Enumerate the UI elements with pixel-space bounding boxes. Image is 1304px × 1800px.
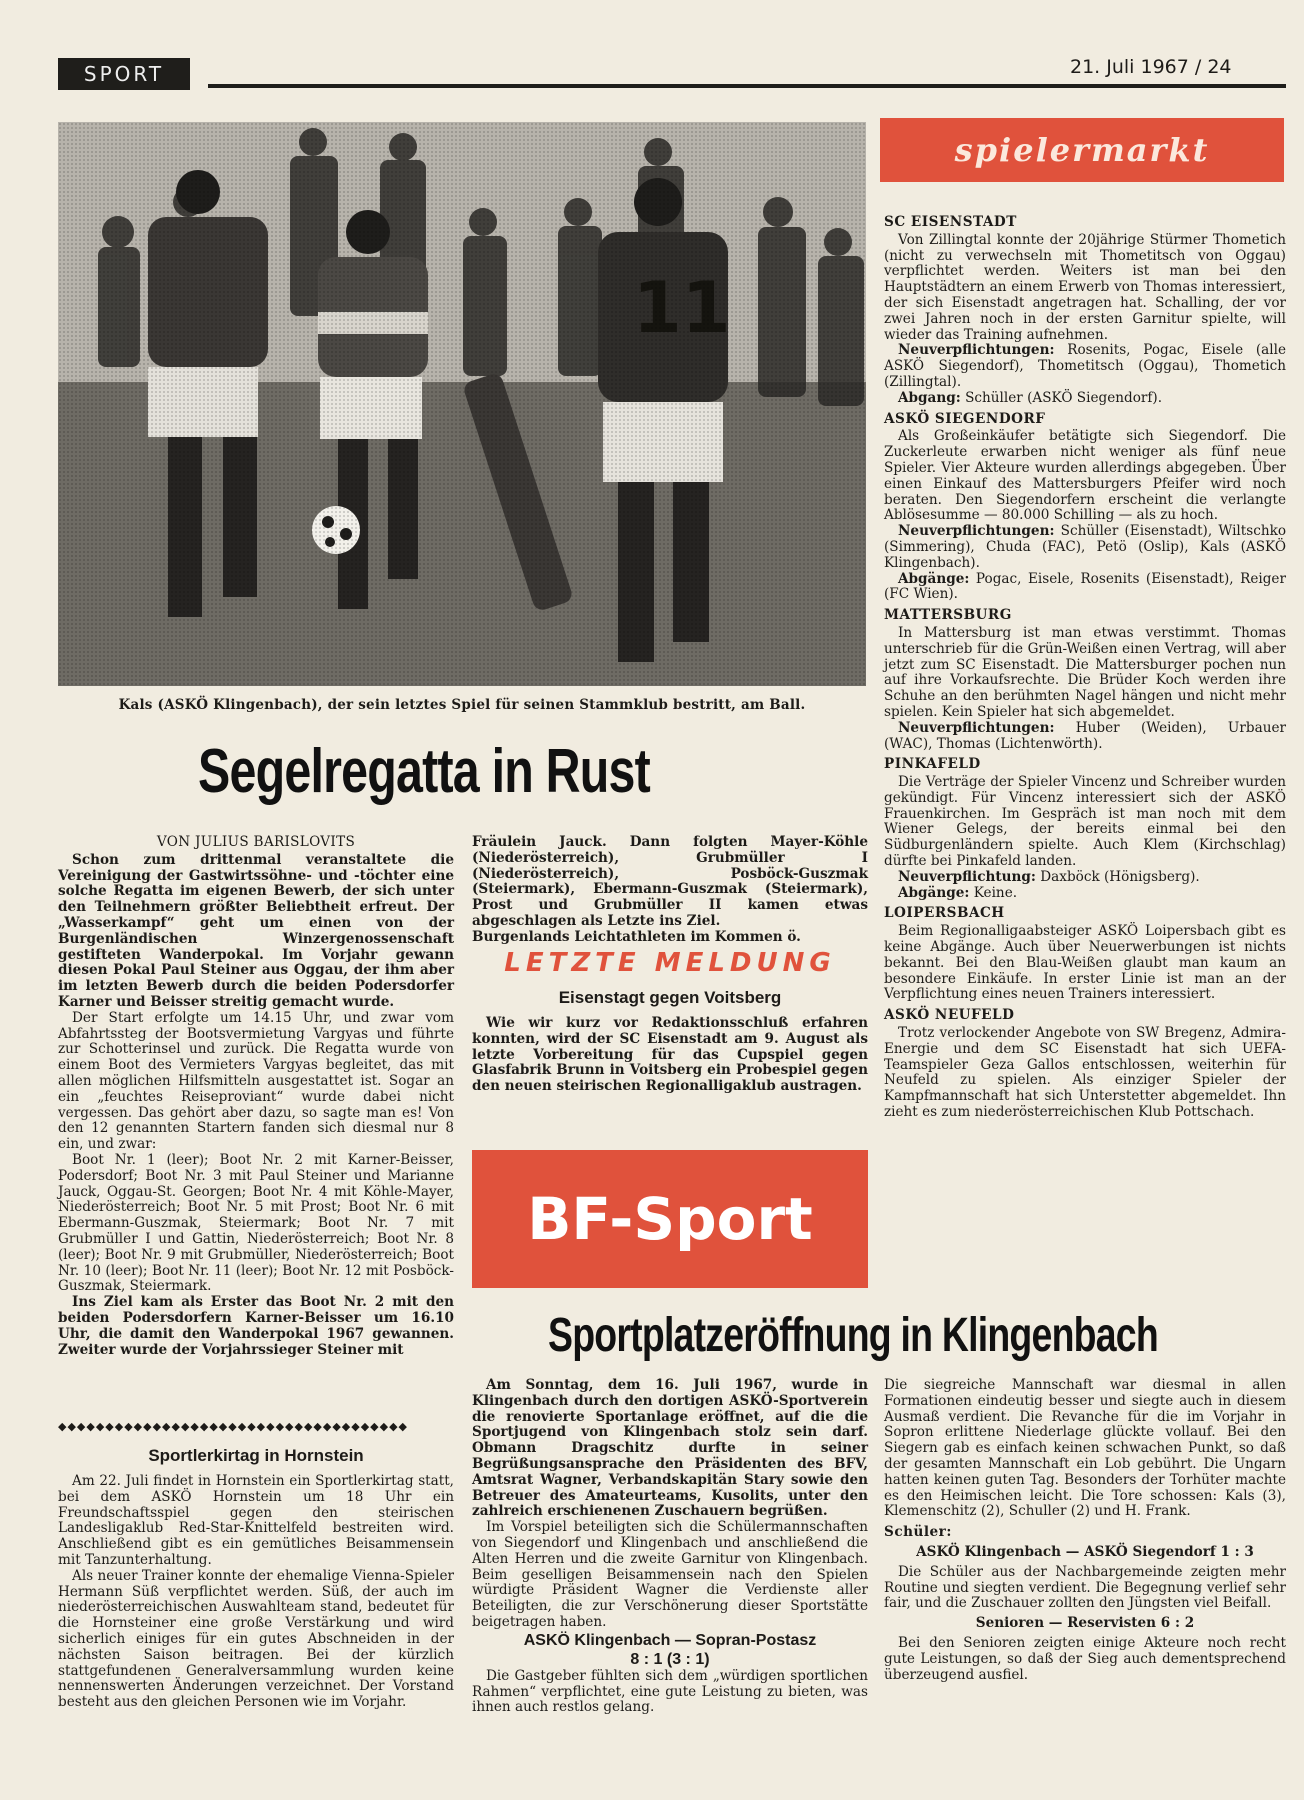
transfer-out-list: Keine.	[973, 884, 1018, 901]
kirtag-article	[58, 1474, 454, 1711]
klingenbach-article-col2	[884, 1378, 1286, 1683]
club-section	[884, 608, 1286, 752]
transfer-in-list: Schüller (Eisenstadt), Wiltschko (Simmering), Chuda (FAC), Petö (Oslip), Kals (ASKÖ Klingenbach).	[884, 523, 1286, 571]
match-title: ASKÖ Klingenbach — Sopran-Postasz	[523, 1631, 817, 1649]
club-text: Von Zillingtal konnte der 20jährige Stürmer Thometich (nicht zu verwechseln mit Thometitsch von Oggau) verpflichtet werden. Weiters ist man bei den Hauptstädtern an einem Erwerb von Thomas interessiert, der sich Eisenstadt angetragen hat. Schalling, der vor zwei Jahren noch in der ersten Garnitur spielte, will wieder das Training aufnehmen.	[884, 231, 1286, 343]
klingenbach-paragraph: Die siegreiche Mannschaft war diesmal in allen Formationen eindeutig besser und siegte auch in diesem Ausmaß verdient. Die Revanche für die im Vorjahr in Sopron erlittene Niederlage glückte vollauf. Bei den Siegern gab es einfach keinen schwachen Punkt, so daß der gesamten Mannschaft ein Lob gebührt. Die Ungarn hatten keinen guten Tag. Besonders der Torhüter machte es den Heimischen leicht. Die Tore schossen: Kals (3), Klemenschitz (2), Schuller (2) und H. Frank.	[884, 1377, 1286, 1520]
article-author: VON JULIUS BARISLOVITS	[156, 834, 356, 850]
regatta-boat-list: Boot Nr. 1 (leer); Boot Nr. 2 mit Karner-Beisser, Podersdorf; Boot Nr. 3 mit Paul Steiner und Marianne Jauck, Oggau-St. Georgen; Boot Nr. 4 mit Köhle-Mayer, Niederösterreich; Boot Nr. 5 mit Prost; Boot Nr. 6 mit Ebermann-Guszmak, Steiermark; Boot Nr. 7 mit Grubmüller I und Gattin, Niederösterreich; Boot Nr. 8 (leer); Boot Nr. 9 mit Grubmüller, Niederösterreich; Boot Nr. 10 (leer); Boot Nr. 11 (leer); Boot Nr. 12 mit Posböck-Guszmak, Steiermark.	[58, 1151, 454, 1295]
regatta-footer: Burgenlands Leichtathleten im Kommen ö.	[472, 928, 801, 945]
club-section	[884, 757, 1286, 901]
news-flash-title: Eisenstagt gegen Voitsberg	[558, 988, 782, 1007]
klingenbach-paragraph: Die Schüler aus der Nachbargemeinde zeigten mehr Routine und siegten verdient. Die Begegnung verlief sehr fair, und die Zuschauer zollten den Jüngsten viel Beifall.	[884, 1563, 1286, 1612]
regatta-result-continued: Fräulein Jauck. Dann folgten Mayer-Köhle (Niederösterreich), Grubmüller I (Niederösterreich), Posböck-Guszmak (Steiermark), Ebermann-Guszmak (Steiermark), Prost und Grubmüller II kamen etwas abgeschlagen als Letzte ins Ziel.	[472, 834, 868, 929]
club-text: Trotz verlockender Angebote von SW Bregenz, Admira-Energie und dem SC Eisenstadt hat sich UEFA-Teamspieler Geza Gallos entschlossen, weiterhin für Neufeld zu spielen. Als einziger Spieler der Kampfmannschaft hat sich Unterstetter abgemeldet. Ihn zieht es zum niederösterreichischen Klub Pottschach.	[884, 1025, 1286, 1121]
transfer-out-list: Schüller (ASKÖ Siegendorf).	[965, 389, 1163, 406]
klingenbach-paragraph: Im Vorspiel beteiligten sich die Schülermannschaften von Siegendorf und Klingenbach und anschließend die Alten Herren und die zweite Garnitur von Klingenbach. Beim geselligen Beisammensein nach den Spielen würdigte Präsident Wagner die Verdienste aller Beteiligten, die zur Verschönerung dieser Sportstätte beigetragen haben.	[472, 1519, 868, 1630]
club-title: ASKÖ SIEGENDORF	[884, 410, 1046, 427]
transfer-out-label: Abgänge:	[898, 570, 970, 587]
klingenbach-paragraph: Die Gastgeber fühlten sich dem „würdigen sportlichen Rahmen“ verpflichtet, eine gute Leistung zu bieten, was ihnen auch restlos gelang.	[472, 1667, 868, 1716]
klingenbach-intro: Am Sonntag, dem 16. Juli 1967, wurde in Klingenbach durch den dortigen ASKÖ-Sportverein die renovierte Sportanlage eröffnet, auf die die Sportjugend von Klingenbach stolz sein darf. Obmann Dragschitz durfte in seiner Begrüßungsansprache den Präsidenten des BFV, Amtsrat Wagner, Verbandskapitän Stary sowie den Betreuer des Amateurteams, Kusolits, unter den zahlreich erschienenen Zuschauern begrüßen.	[472, 1377, 868, 1520]
club-title: PINKAFELD	[884, 756, 981, 773]
spielermarkt-column	[884, 210, 1286, 1121]
club-section	[884, 412, 1286, 604]
klingenbach-paragraph: Bei den Senioren zeigten einige Akteure noch recht gute Leistungen, so daß der Sieg auch dementsprechend überzeugend ausfiel.	[884, 1634, 1286, 1683]
regatta-result: Ins Ziel kam als Erster das Boot Nr. 2 mit den beiden Podersdorfern Karner-Beisser um 16.10 Uhr, die damit den Wanderpokal 1967 gewannen. Zweiter wurde der Vorjahrssieger Steiner mit	[58, 1294, 454, 1358]
senioren-match: Senioren — Reservisten 6 : 2	[975, 1615, 1195, 1632]
kirtag-paragraph: Am 22. Juli findet in Hornstein ein Sportlerkirtag statt, bei dem ASKÖ Hornstein um 18 Uhr ein Freundschaftsspiel gegen den steirischen Landesligaklub Red-Star-Knittelfeld bestreiten wird. Anschließend gibt es ein gemütliches Beisammensein mit Tanzunterhaltung.	[58, 1473, 454, 1568]
club-title: SC EISENSTADT	[884, 214, 1017, 230]
letzte-meldung-label: LETZTE MELDUNG	[504, 948, 836, 978]
club-text: Die Verträge der Spieler Vincenz und Schreiber wurden gekündigt. Für Vincenz interessiert sich der ASKÖ Frauenkirchen. Im Gespräch ist man noch mit dem Wiener Gelegs, der bereits einmal bei den Südburgenländern spielte. Auch Klem (Kirchschlag) dürfte bei Pinkafeld landen.	[884, 774, 1286, 870]
transfer-out-label: Abgang:	[898, 389, 961, 406]
club-text: Beim Regionalligaabsteiger ASKÖ Loipersbach gibt es keine Abgänge. Auch über Neuerwerbungen ist nichts bekannt. Bei den Blau-Weißen glaubt man kaum an besondere Einkäufe. In erster Linie ist man an der Verpflichtung eines neuen Trainers interessiert.	[884, 923, 1286, 1003]
transfer-in-label: Neuverpflichtung:	[898, 868, 1036, 885]
transfer-in-label: Neuverpflichtungen:	[898, 342, 1055, 359]
regatta-headline: Segelregatta in Rust	[198, 737, 650, 806]
transfer-out-list: Pogac, Eisele, Rosenits (Eisenstadt), Reiger (FC Wien).	[884, 570, 1286, 603]
transfer-in-list: Huber (Weiden), Urbauer (WAC), Thomas (Lichtenwörth).	[884, 719, 1286, 752]
transfer-in-label: Neuverpflichtungen:	[898, 523, 1055, 540]
photo-caption: Kals (ASKÖ Klingenbach), der sein letztes Spiel für seinen Stammklub bestritt, am Ball.	[118, 697, 806, 713]
club-title: MATTERSBURG	[884, 607, 1012, 624]
match-score: 8 : 1 (3 : 1)	[630, 1650, 710, 1668]
regatta-intro: Schon zum drittenmal veranstaltete die Vereinigung der Gastwirtssöhne- und -töchter eine solche Regatta im eigenen Bewerb, der sich unter den Teilnehmern größter Beliebtheit erfreut. Der „Wasserkampf“ geht um einen von der Burgenländischen Winzergenossenschaft gestifteten Wanderpokal. Im Vorjahr gewann diesen Pokal Paul Steiner aus Oggau, der ihm aber im letzten Bewerb durch die beiden Podersdorfer Karner und Beisser streitig gemacht wurde.	[58, 851, 454, 1010]
transfer-in-label: Neuverpflichtungen:	[898, 719, 1055, 736]
bf-sport-logo: BF-Sport	[472, 1150, 868, 1288]
kirtag-paragraph: Als neuer Trainer konnte der ehemalige Vienna-Spieler Hermann Süß verpflichtet werden. Süß, der auch im niederösterreichischen Auswahlteam stand, bedeutet für die Hornsteiner eine große Verstärkung und wird sicherlich einiges für ein gutes Abschneiden in der nächsten Saison beitragen. Bei der kürzlich stattgefundenen Generalversammlung wurden keine nennenswerten Änderungen verzeichnet. Der Vorstand besteht aus den gleichen Personen wie im Vorjahr.	[58, 1567, 454, 1711]
club-title: LOIPERSBACH	[884, 905, 1005, 922]
kirtag-title: Sportlerkirtag in Hornstein	[148, 1446, 364, 1465]
regatta-article	[58, 835, 454, 1358]
club-section	[884, 215, 1286, 407]
football-photo	[58, 122, 866, 686]
header-rule	[208, 84, 1286, 88]
schueler-label: Schüler:	[884, 1524, 952, 1541]
club-section	[884, 906, 1286, 1003]
transfer-in-list: Rosenits, Pogac, Eisele (alle ASKÖ Siegendorf), Thometitsch (Oggau), Thometich (Zillingtal).	[884, 342, 1286, 390]
schueler-match: ASKÖ Klingenbach — ASKÖ Siegendorf 1 : 3	[916, 1543, 1254, 1560]
news-flash-paragraph: Wie wir kurz vor Redaktionsschluß erfahren konnten, wird der SC Eisenstadt am 9. August als letzte Vorbereitung für das Cupspiel gegen Glasfabrik Brunn in Voitsberg ein Probespiel gegen den neuen steirischen Regionalligaklub austragen.	[472, 1015, 868, 1095]
ornament-divider: ◆◆◆◆◆◆◆◆◆◆◆◆◆◆◆◆◆◆◆◆◆◆◆◆◆◆◆◆◆◆◆◆◆◆◆◆◆	[58, 1420, 409, 1433]
club-text: Als Großeinkäufer betätigte sich Siegendorf. Die Zuckerleute erwarben nicht weniger als fünf neue Spieler. Vier Akteure wurden allerdings abgegeben. Über einen Einkauf des Mattersburgers Pfeifer wird noch beraten. Den Siegendorfern erscheint die verlangte Ablösesumme — 80.000 Schilling — als zu hoch.	[884, 428, 1286, 524]
spielermarkt-banner: spielermarkt	[880, 118, 1284, 182]
transfer-in-list: Daxböck (Hönigsberg).	[1040, 868, 1200, 885]
club-text: In Mattersburg ist man etwas verstimmt. Thomas unterschrieb für die Grün-Weißen einen Vertrag, will aber jetzt zum SC Eisenstadt. Die Mattersburger pochen nun auf ihre Vorkaufsrechte. Die Brüder Koch werden ihre Schuhe an den berühmten Nagel hängen und nicht mehr spielen. Kein Spieler hat sich abgemeldet.	[884, 624, 1286, 720]
club-section	[884, 1008, 1286, 1121]
news-flash-text	[472, 1016, 868, 1095]
issue-date: 21. Juli 1967 / 24	[1070, 56, 1232, 78]
club-title: ASKÖ NEUFELD	[884, 1007, 1015, 1024]
transfer-out-label: Abgänge:	[898, 884, 970, 901]
klingenbach-headline: Sportplatzeröffnung in Klingenbach	[548, 1309, 1158, 1362]
regatta-continuation	[472, 835, 868, 946]
section-label: SPORT	[58, 58, 190, 90]
regatta-paragraph: Der Start erfolgte um 14.15 Uhr, und zwar vom Abfahrtssteg der Bootsvermietung Vargyas und führte zur Schotterinsel und zurück. Die Regatta wurde von einem Boot des Vermieters Vargyas begleitet, das mit allen möglichen Hilfsmitteln ausgestattet ist. Sogar an ein „feuchtes Reiseproviant“ wurde dabei nicht vergessen. Das gehört aber dazu, so sagte man es! Von den 12 genannten Startern fanden sich diesmal nur 8 ein, und zwar:	[58, 1009, 454, 1153]
klingenbach-article-col1	[472, 1378, 868, 1716]
